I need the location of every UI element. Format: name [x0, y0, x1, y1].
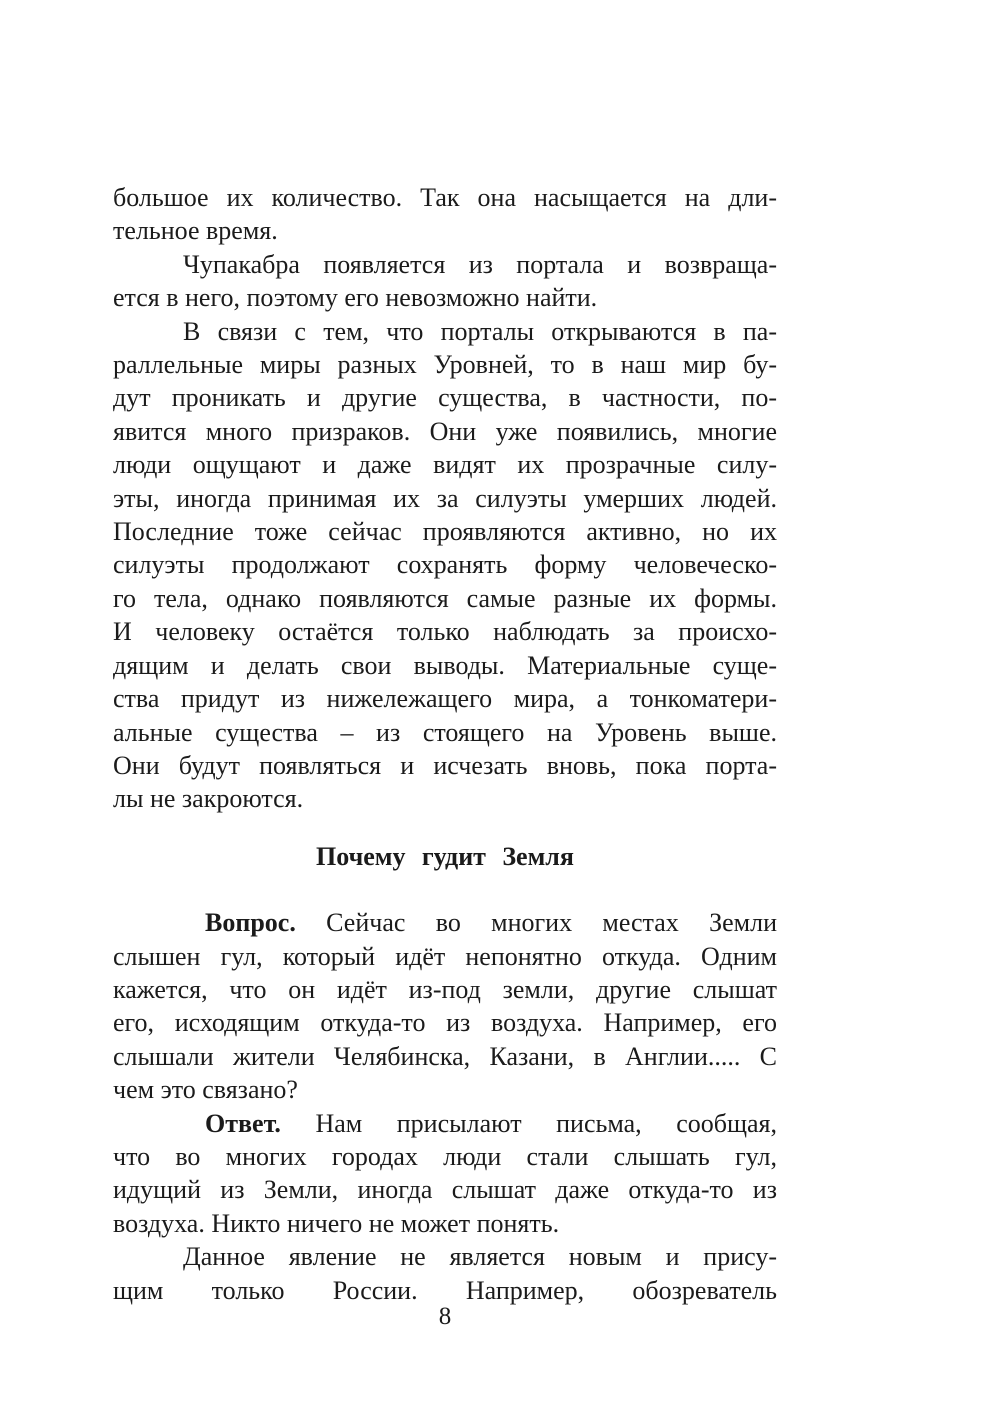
text-line: Данное явление не является новым и прису-: [183, 1242, 777, 1272]
text-line: ства придут из нижележащего мира, а тонкоматери-: [113, 684, 777, 714]
paragraph-lead-label: Ответ.: [205, 1108, 281, 1138]
text-line: слышали жители Челябинска, Казани, в Англии..... С: [113, 1041, 777, 1071]
text-line: люди ощущают и даже видят их прозрачные силу-: [113, 450, 777, 480]
text-line: Чупакабра появляется из портала и возвраща-: [183, 249, 777, 279]
text-line: щим только России. Например, обозреватель: [113, 1275, 777, 1305]
section-heading: Почему гудит Земля: [316, 841, 574, 871]
text-line: лы не закроются.: [113, 784, 304, 814]
text-line: Они будут появляться и исчезать вновь, пока порта-: [113, 750, 777, 780]
text-line: Ответ. Нам присылают письма, сообщая,: [205, 1108, 777, 1138]
text-line: И человеку остаётся только наблюдать за происхо-: [113, 617, 777, 647]
text-line: Последние тоже сейчас проявляются активно, но их: [113, 517, 777, 547]
text-line: В связи с тем, что порталы открываются в па-: [183, 316, 777, 346]
paragraph: [113, 1107, 777, 1241]
text-line: идущий из Земли, иногда слышат даже откуда-то из: [113, 1175, 777, 1205]
text-line: большое их количество. Так она насыщается на дли-: [113, 183, 777, 212]
text-line: альные существа – из стоящего на Уровень выше.: [113, 717, 777, 747]
text-line: дут проникать и другие существа, в частности, по-: [113, 383, 777, 413]
text-line: дящим и делать свои выводы. Материальные суще-: [113, 650, 777, 680]
paragraph: [113, 248, 777, 315]
paragraph: [113, 315, 777, 816]
paragraph: [113, 1240, 777, 1307]
text-block: [113, 181, 777, 1307]
text-line: силуэты продолжают сохранять форму человеческо-: [113, 550, 777, 580]
text-line: тельное время.: [113, 216, 278, 246]
paragraph-lead-label: Вопрос.: [205, 908, 296, 938]
text-line: эты, иногда принимая их за силуэты умерших людей.: [113, 483, 777, 513]
text-line: го тела, однако появляются самые разные их формы.: [113, 583, 777, 613]
text-line: слышен гул, который идёт непонятно откуда. Одним: [113, 941, 777, 971]
text-line: воздуха. Никто ничего не может понять.: [113, 1208, 560, 1238]
text-line: что во многих городах люди стали слышать гул,: [113, 1141, 777, 1171]
page-number: 8: [438, 1303, 452, 1330]
paragraph: [113, 906, 777, 1106]
text-line: его, исходящим откуда-то из воздуха. Например, его: [113, 1008, 777, 1038]
text-line: явится много призраков. Они уже появились, многие: [113, 416, 777, 446]
paragraph: [113, 181, 777, 248]
text-line: Вопрос. Сейчас во многих местах Земли: [205, 908, 777, 938]
text-line: кажется, что он идёт из-под земли, другие слышат: [113, 974, 777, 1004]
text-line: ется в него, поэтому его невозможно найти.: [113, 283, 598, 313]
text-line: чем это связано?: [113, 1075, 298, 1105]
text-line: раллельные миры разных Уровней, то в наш мир бу-: [113, 350, 777, 380]
